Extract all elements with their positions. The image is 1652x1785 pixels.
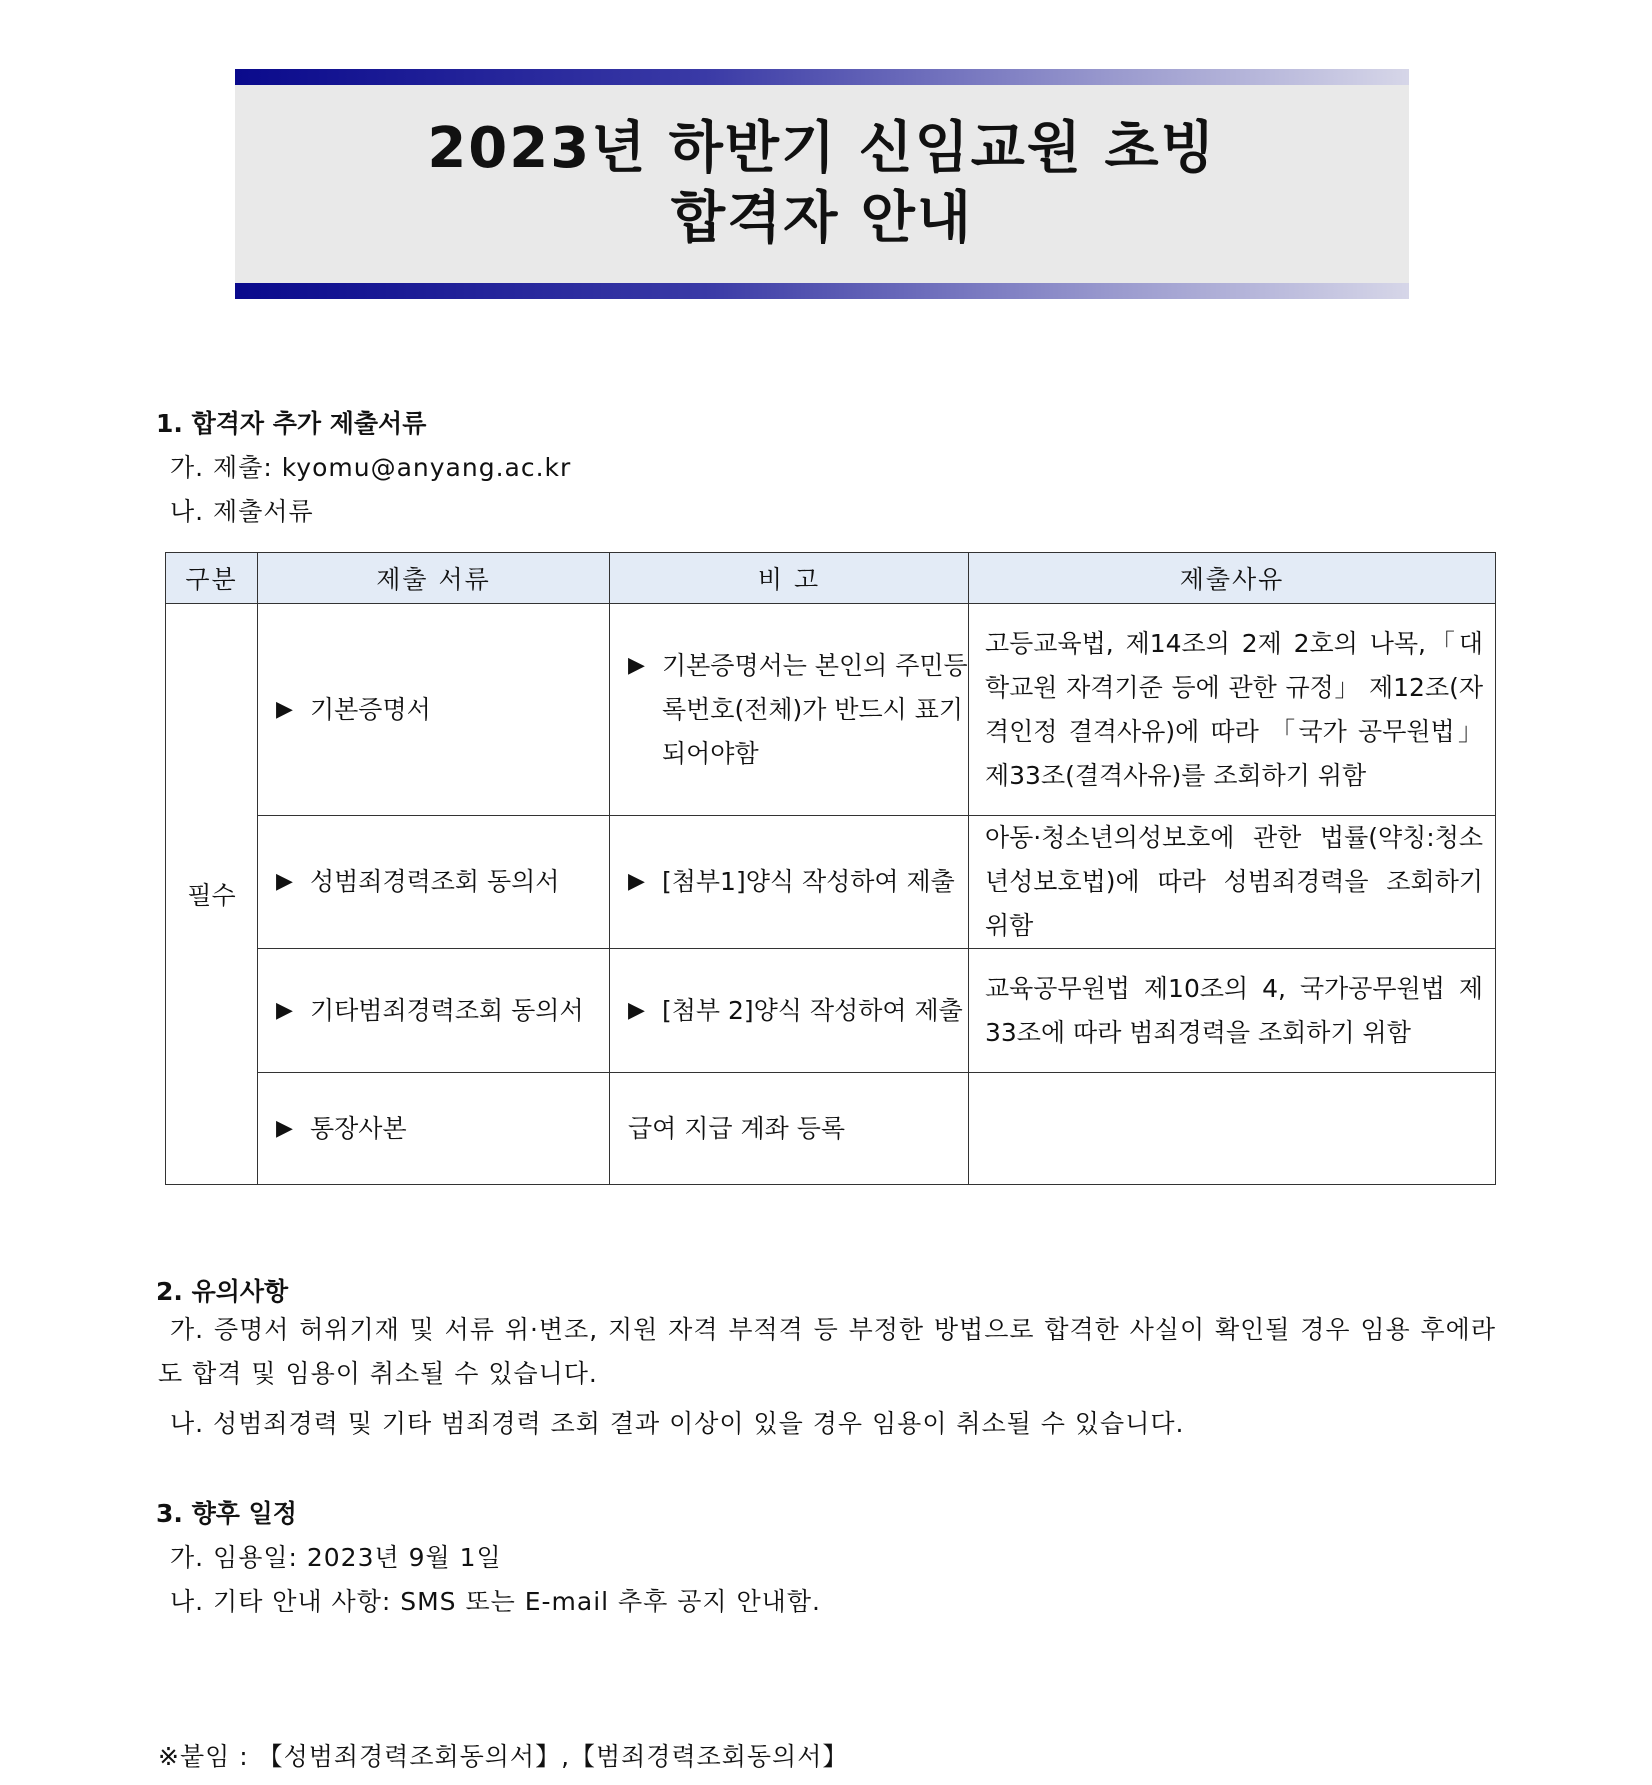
header-note: 비 고	[610, 553, 969, 604]
title-panel	[235, 85, 1409, 283]
reason-cell	[969, 1073, 1496, 1185]
table-row	[166, 949, 1496, 1073]
page-title-line1: 2023년 하반기 신임교원 초빙	[427, 116, 1217, 181]
header-reason: 제출사유	[969, 553, 1496, 604]
doc-cell	[258, 816, 610, 949]
section2-heading: 2. 유의사항	[156, 1277, 289, 1306]
section1-item-a: 가. 제출: kyomu@anyang.ac.kr	[170, 453, 572, 482]
doc-cell	[258, 604, 610, 816]
bullet-icon: ▶	[276, 997, 293, 1023]
table-row	[166, 604, 1496, 816]
bullet-icon: ▶	[276, 869, 293, 894]
section3-item-b: 나. 기타 안내 사항: SMS 또는 E-mail 추후 공지 안내함.	[170, 1587, 821, 1616]
section2-item-a: 가. 증명서 허위기재 및 서류 위·변조, 지원 자격 부적격 등 부정한 방법으로 합격한 사실이 확인될 경우 임용 후에라도 합격 및 임용이 취소될 수 있습니다.	[158, 1315, 1496, 1388]
bullet-icon: ▶	[628, 869, 645, 894]
doc-name: 기타범죄경력조회 동의서	[310, 995, 584, 1025]
attachment-note: ※붙임 : 【성범죄경력조회동의서】,【범죄경력조회동의서】	[158, 1742, 849, 1771]
section2-item-b: 나. 성범죄경력 및 기타 범죄경력 조회 결과 이상이 있을 경우 임용이 취소될 수 있습니다.	[170, 1409, 1185, 1438]
bullet-icon: ▶	[276, 696, 293, 722]
doc-name: 기본증명서	[310, 694, 431, 724]
section1-heading: 1. 합격자 추가 제출서류	[156, 409, 427, 438]
page-title-line2: 합격자 안내	[671, 186, 973, 251]
table-row	[166, 1073, 1496, 1185]
table-header-row	[166, 553, 1496, 604]
note-cell	[610, 816, 969, 949]
category-cell: 필수	[166, 604, 258, 1185]
note-text: 기본증명서는 본인의 주민등록번호(전체)가 반드시 표기되어야함	[662, 650, 968, 768]
header-category: 구분	[166, 553, 258, 604]
note-cell	[610, 949, 969, 1073]
header-document: 제출 서류	[258, 553, 610, 604]
note-cell	[610, 1073, 969, 1185]
title-top-bar	[235, 69, 1409, 85]
bullet-icon: ▶	[276, 1115, 293, 1141]
title-bottom-bar	[235, 283, 1409, 299]
table-row	[166, 816, 1496, 949]
bullet-icon: ▶	[628, 652, 645, 678]
section3-heading: 3. 향후 일정	[156, 1499, 297, 1528]
section1-item-b: 나. 제출서류	[170, 497, 314, 526]
doc-cell	[258, 949, 610, 1073]
reason-cell: 아동·청소년의성보호에 관한 법률(약칭:청소년성보호법)에 따라 성범죄경력을 조회하기 위함	[969, 816, 1496, 949]
bullet-icon: ▶	[628, 997, 645, 1023]
reason-cell: 교육공무원법 제10조의 4, 국가공무원법 제33조에 따라 범죄경력을 조회하기 위함	[969, 949, 1496, 1073]
section3-item-a: 가. 임용일: 2023년 9월 1일	[170, 1543, 502, 1572]
note-text: 급여 지급 계좌 등록	[628, 1113, 846, 1143]
note-text: [첨부 2]양식 작성하여 제출	[662, 995, 963, 1025]
doc-cell	[258, 1073, 610, 1185]
note-cell	[610, 604, 969, 816]
documents-table	[165, 552, 1496, 1185]
note-text: [첨부1]양식 작성하여 제출	[662, 867, 955, 896]
title-box	[235, 69, 1409, 299]
doc-name: 성범죄경력조회 동의서	[310, 867, 560, 896]
doc-name: 통장사본	[310, 1113, 407, 1143]
reason-cell: 고등교육법, 제14조의 2제 2호의 나목,「대학교원 자격기준 등에 관한 규정」 제12조(자격인정 결격사유)에 따라 「국가 공무원법」제33조(결격사유)를 조회하기 위함	[969, 604, 1496, 816]
